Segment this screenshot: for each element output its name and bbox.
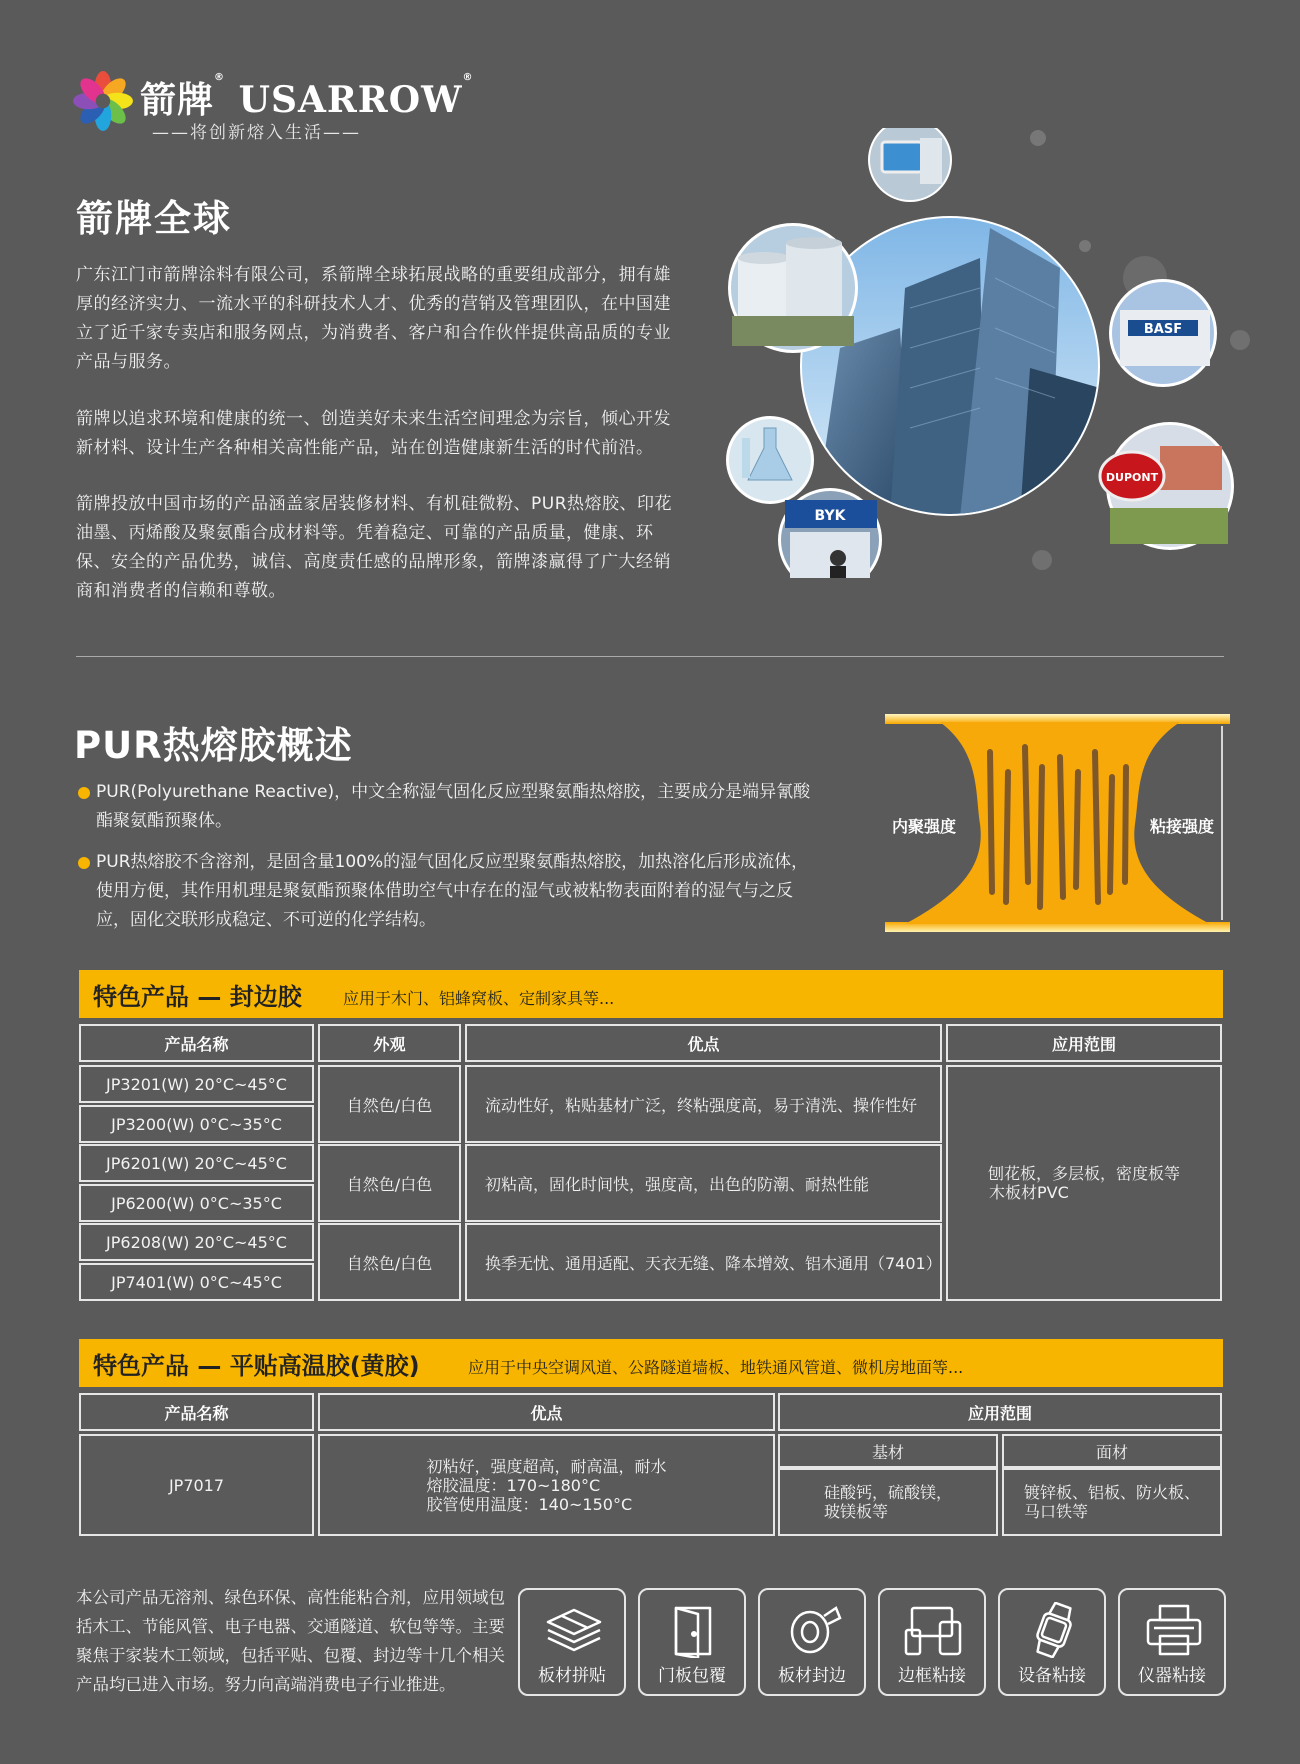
product-name-cell: JP6201(W) 20°C~45°C <box>79 1144 314 1182</box>
basf-label: BASF <box>1143 322 1183 337</box>
app-board-stack <box>518 1588 626 1696</box>
global-title: 箭牌全球 <box>76 197 232 240</box>
bullet-dot-icon <box>78 857 90 869</box>
scope-line-2: 木板材PVC <box>989 1183 1069 1202</box>
app-printer <box>1118 1588 1226 1696</box>
door-icon <box>664 1602 724 1658</box>
edge-glue-banner <box>79 970 1223 1018</box>
app-label: 门板包覆 <box>658 1666 726 1686</box>
edge-tape-icon <box>784 1602 844 1658</box>
intro-paragraph-2: 箭牌以追求环境和健康的统一、创造美好未来生活空间理念为宗旨，倾心开发新材料、设计生产各种相关高性能产品，站在创造健康新生活的时代前沿。 <box>76 409 671 458</box>
substrate-cell <box>778 1468 998 1536</box>
surface-line-1: 镀锌板、铝板、防火板、 <box>1023 1483 1200 1502</box>
product-name-cell: JP3200(W) 0°C~35°C <box>79 1105 314 1143</box>
brand-name <box>140 72 474 123</box>
brand-cn: 箭牌 <box>140 80 215 121</box>
photo-cluster <box>720 128 1260 578</box>
header-product-name: 产品名称 <box>79 1393 314 1431</box>
advantage-line-1: 初粘好，强度超高，耐高温，耐水 <box>426 1456 667 1476</box>
app-label: 板材拼贴 <box>538 1666 606 1686</box>
board-stack-icon <box>544 1602 604 1658</box>
app-label: 仪器粘接 <box>1138 1666 1206 1686</box>
intro-paragraph-1: 广东江门市箭牌涂料有限公司，系箭牌全球拓展战略的重要组成部分，拥有雄厚的经济实力、一流水平的科研技术人才、优秀的营销及管理团队，在中国建立了近千家专卖店和服务网点，为消费者、客户和合作伙伴提供高品质的专业产品与服务。 <box>76 265 671 372</box>
pur-title: PUR热熔胶概述 <box>74 724 353 767</box>
glue-strength-figure <box>880 712 1240 937</box>
advantage-cell: 换季无忧、通用适配、天衣无缝、降本增效、铝木通用（7401） <box>465 1223 942 1301</box>
appearance-cell: 自然色/白色 <box>318 1223 461 1301</box>
basf-photo <box>1109 279 1217 387</box>
header-advantages: 优点 <box>465 1024 942 1062</box>
subheader-substrate: 基材 <box>778 1434 998 1468</box>
product-name-cell: JP6200(W) 0°C~35°C <box>79 1184 314 1222</box>
dupont-label: DUPONT <box>1105 471 1159 484</box>
smartwatch-icon <box>1024 1602 1084 1658</box>
appearance-cell: 自然色/白色 <box>318 1065 461 1143</box>
flat-glue-banner <box>79 1339 1223 1387</box>
pur-bullet-1 <box>76 778 816 836</box>
pur-bullet-2 <box>76 848 816 935</box>
product-name-cell: JP3201(W) 20°C~45°C <box>79 1065 314 1103</box>
dupont-photo <box>1100 422 1234 550</box>
app-door <box>638 1588 746 1696</box>
app-smartwatch <box>998 1588 1106 1696</box>
bullet-dot-icon <box>78 787 90 799</box>
header-appearance: 外观 <box>318 1024 461 1062</box>
section-divider <box>76 656 1224 657</box>
surface-cell <box>1002 1468 1222 1536</box>
pur-bullet-2-text: PUR热熔胶不含溶剂，是固含量100%的湿气固化反应型聚氨酯热熔胶，加热溶化后形成流体，使用方便，其作用机理是聚氨酯预聚体借助空气中存在的湿气或被粘物表面附着的湿气与之反应，固化交联形成稳定、不可逆的化学结构。 <box>96 852 809 930</box>
advantage-line-3: 胶管使用温度：140~150°C <box>426 1494 633 1514</box>
advantage-cell: 流动性好，粘贴基材广泛，终粘强度高，易于清洗、操作性好 <box>465 1065 942 1143</box>
app-label: 设备粘接 <box>1018 1666 1086 1686</box>
app-edge-tape <box>758 1588 866 1696</box>
header-product-name: 产品名称 <box>79 1024 314 1062</box>
subheader-surface: 面材 <box>1002 1434 1222 1468</box>
surface-line-2: 马口铁等 <box>1023 1502 1088 1521</box>
adhesion-strength-label: 粘接强度 <box>1146 812 1218 839</box>
deco-dot <box>1079 240 1091 252</box>
machine-photo <box>868 128 952 202</box>
printer-icon <box>1144 1602 1204 1658</box>
devices-icon <box>904 1602 964 1658</box>
logo <box>72 66 472 146</box>
appearance-cell: 自然色/白色 <box>318 1144 461 1222</box>
app-label: 板材封边 <box>778 1666 846 1686</box>
app-devices <box>878 1588 986 1696</box>
deco-dot <box>1032 550 1052 570</box>
product-name-cell: JP6208(W) 20°C~45°C <box>79 1223 314 1261</box>
substrate-line-2: 玻镁板等 <box>823 1502 888 1521</box>
slogan: ——将创新熔入生活—— <box>152 123 361 143</box>
pur-bullet-1-text: PUR(Polyurethane Reactive)，中文全称湿气固化反应型聚氨酯热熔胶，主要成分是端异氰酸酯聚氨酯预聚体。 <box>96 782 811 831</box>
flat-glue-subtitle: 应用于中央空调风道、公路隧道墙板、地铁通风管道、微机房地面等... <box>468 1358 964 1377</box>
cohesion-strength-label: 内聚强度 <box>888 812 960 839</box>
header-advantages: 优点 <box>318 1393 775 1431</box>
header-scope: 应用范围 <box>946 1024 1222 1062</box>
company-summary: 本公司产品无溶剂、绿色环保、高性能粘合剂，应用领域包括木工、节能风管、电子电器、交通隧道、软包等等。主要聚焦于家装木工领域，包括平贴、包覆、封边等十几个相关产品均已进入市场。努力向高端消费电子行业推进。 <box>76 1588 505 1694</box>
deco-dot <box>1030 130 1046 146</box>
advantage-line-2: 熔胶温度：170~180°C <box>426 1475 601 1495</box>
app-label: 边框粘接 <box>898 1666 966 1686</box>
registered-mark: ® <box>214 72 226 83</box>
product-name-cell: JP7401(W) 0°C~45°C <box>79 1263 314 1301</box>
intro-paragraph-3: 箭牌投放中国市场的产品涵盖家居装修材料、有机硅微粉、PUR热熔胶、印花油墨、丙烯酸及聚氨酯合成材料等。凭着稳定、可靠的产品质量，健康、环保、安全的产品优势，诚信、高度责任感的品牌形象，箭牌漆赢得了广大经销商和消费者的信赖和尊敬。 <box>76 494 673 601</box>
edge-glue-subtitle: 应用于木门、铝蜂窝板、定制家具等... <box>343 989 615 1008</box>
flat-glue-title: 特色产品 — 平贴高温胶(黄胶) <box>93 1352 420 1380</box>
flower-logo-icon <box>72 70 134 132</box>
product-name-cell: JP7017 <box>79 1434 314 1536</box>
brand-en: USARROW <box>238 79 463 121</box>
oil-tanks-photo <box>728 223 858 353</box>
scope-cell <box>946 1065 1222 1301</box>
scope-line-1: 刨花板，多层板，密度板等 <box>987 1164 1180 1183</box>
advantage-cell: 初粘高，固化时间快，强度高，出色的防潮、耐热性能 <box>465 1144 942 1222</box>
header-scope: 应用范围 <box>778 1393 1222 1431</box>
substrate-line-1: 硅酸钙，硫酸镁， <box>823 1483 952 1502</box>
byk-label: BYK <box>814 508 846 524</box>
advantage-cell <box>318 1434 775 1536</box>
byk-photo <box>778 488 882 578</box>
registered-mark-en: ® <box>462 72 474 83</box>
deco-dot <box>1230 330 1250 350</box>
edge-glue-title: 特色产品 — 封边胶 <box>93 983 302 1011</box>
lab-flask-photo <box>726 416 814 504</box>
